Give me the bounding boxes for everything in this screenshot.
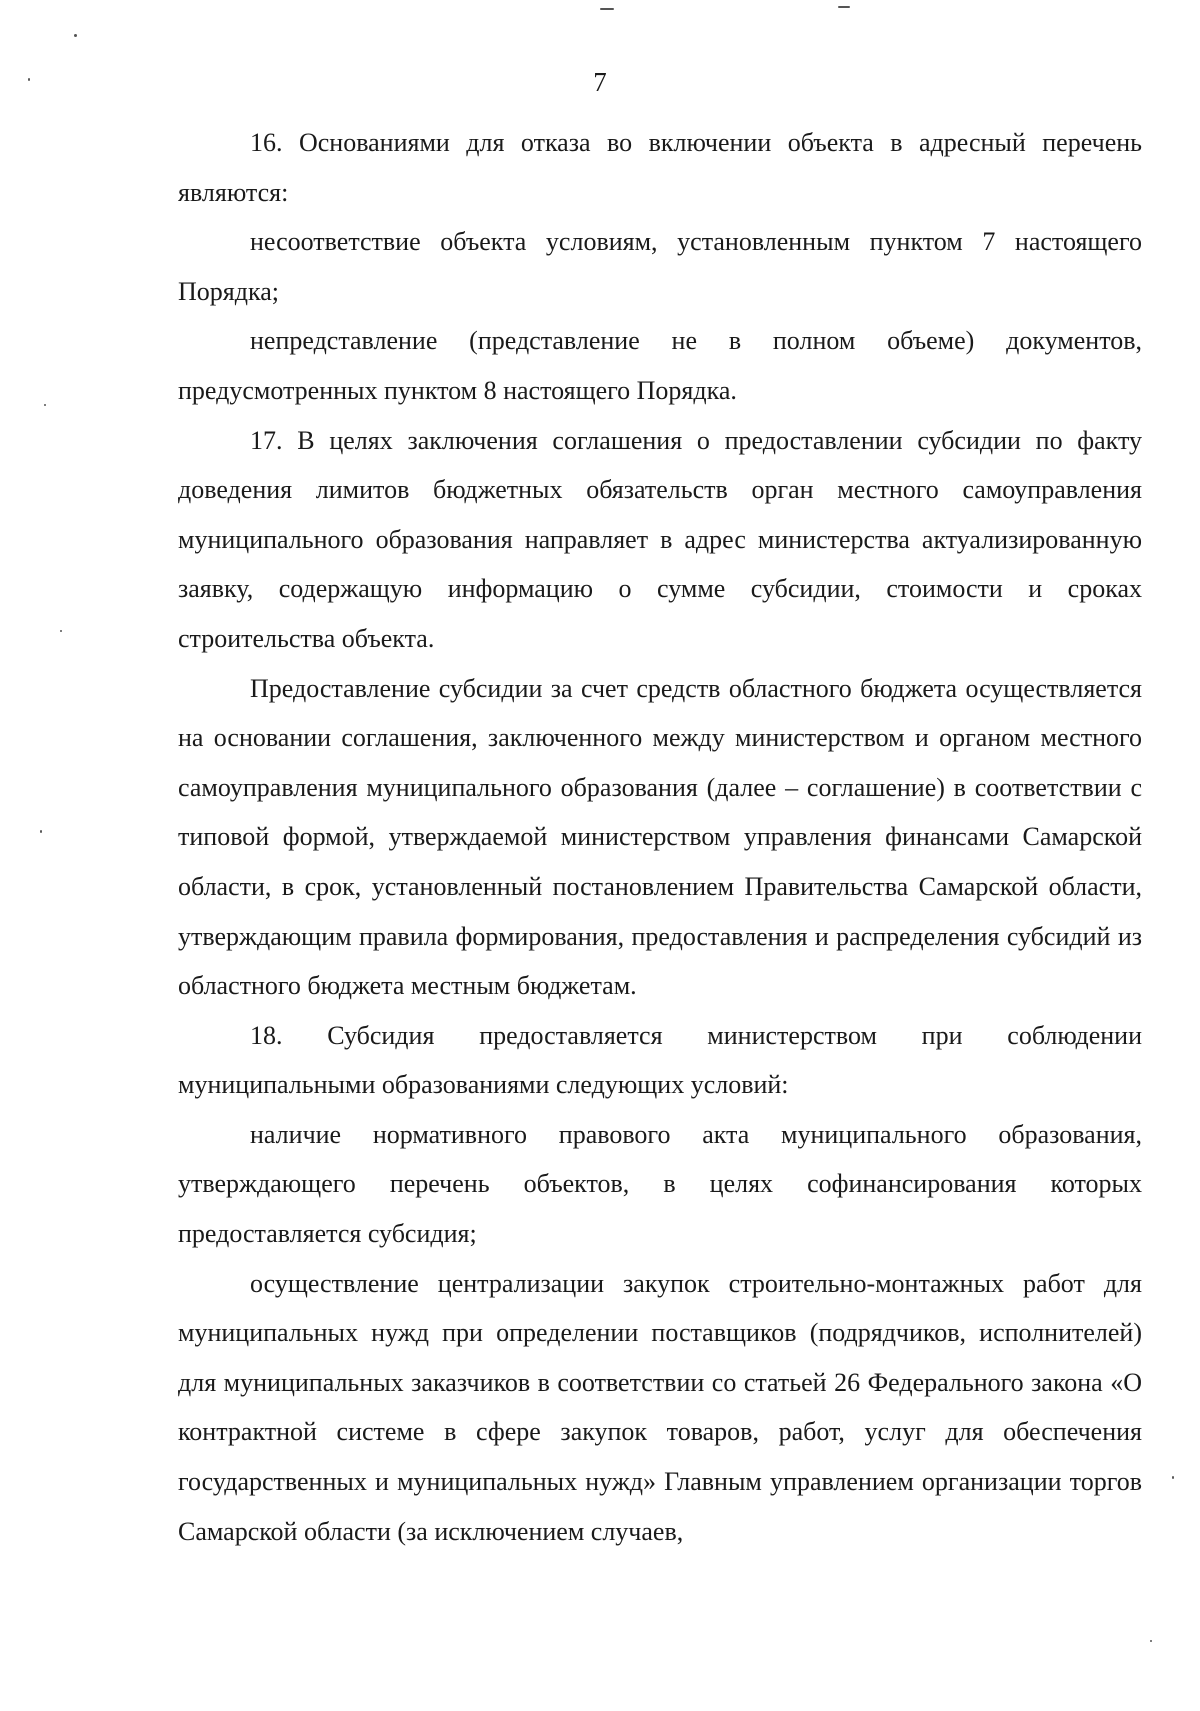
paragraph-17-continued: Предоставление субсидии за счет средств областного бюджета осуществляется на основании соглашения, заключенного между министерством и органом местного самоуправления муниципального образования (далее – соглашение) в соответствии с типовой формой, утверждаемой министерством управления финансами Самарской области, в срок, установленный постановлением Правительства Самарской области, утверждающим правила формирования, предоставления и распределения субсидий из областного бюджета местным бюджетам. — [178, 673, 1142, 1001]
paragraph-16-item-1: несоответствие объекта условиям, установленным пунктом 7 настоящего Порядка; — [178, 227, 1142, 306]
scan-speck — [74, 34, 77, 37]
scan-speck — [838, 6, 850, 8]
document-body — [178, 118, 1142, 1556]
scan-speck — [44, 404, 46, 406]
page-number: 7 — [593, 67, 607, 97]
paragraph-18: 18. Субсидия предоставляется министерством при соблюдении муниципальными образованиями следующих условий: — [178, 1020, 1142, 1100]
scan-speck — [1172, 1476, 1174, 1479]
paragraph-18-condition-2: осуществление централизации закупок строительно-монтажных работ для муниципальных нужд при определении поставщиков (подрядчиков, исполнителей) для муниципальных заказчиков в соответствии со статьей 26 Федерального закона «О контрактной системе в сфере закупок товаров, работ, услуг для обеспечения государственных и муниципальных нужд» Главным управлением организации торгов Самарской области (за исключением случаев, — [178, 1268, 1142, 1546]
scan-speck — [60, 630, 62, 632]
paragraph-16: 16. Основаниями для отказа во включении объекта в адресный перечень являются: — [178, 128, 1142, 207]
scan-speck — [1150, 1640, 1152, 1642]
paragraph-16-item-2: непредставление (представление не в полном объеме) документов, предусмотренных пунктом 8 настоящего Порядка. — [178, 326, 1142, 405]
paragraph-17: 17. В целях заключения соглашения о предоставлении субсидии по факту доведения лимитов бюджетных обязательств орган местного самоуправления муниципального образования направляет в адрес министерства актуализированную заявку, содержащую информацию о сумме субсидии, стоимости и сроках строительства объекта. — [178, 425, 1142, 653]
scan-speck — [600, 8, 614, 10]
scan-speck — [40, 830, 42, 833]
scan-speck — [28, 78, 30, 81]
paragraph-18-condition-1: наличие нормативного правового акта муниципального образования, утверждающего перечень объектов, в целях софинансирования которых предоставляется субсидия; — [178, 1119, 1142, 1249]
